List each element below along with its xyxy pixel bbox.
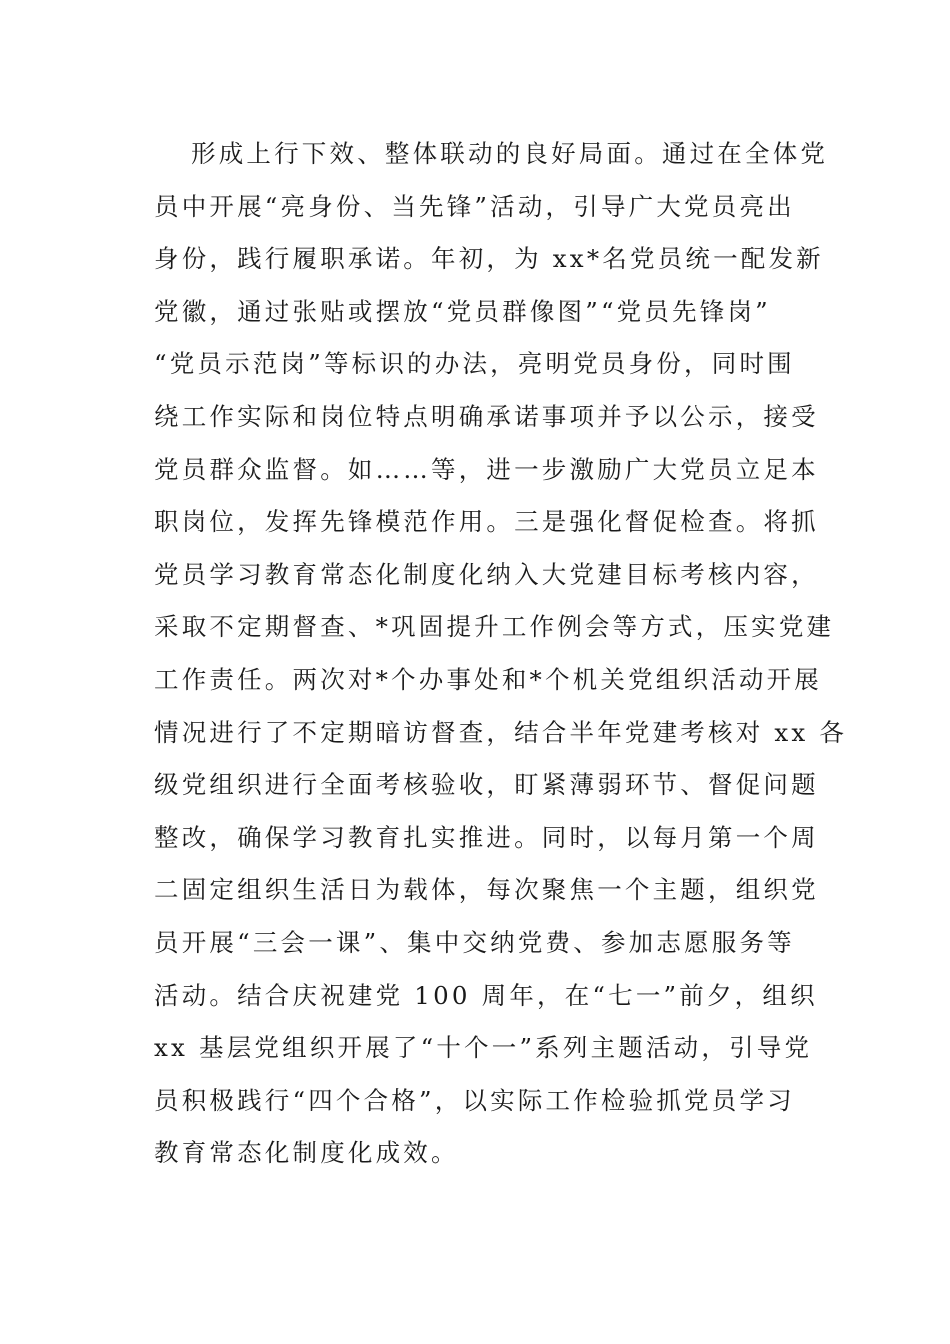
text-line: 教育常态化制度化成效。 [154,1138,459,1168]
text-line: 活动。结合庆祝建党 100 周年，在“七一”前夕，组织 [154,980,818,1010]
text-line: 级党组织进行全面考核验收，盯紧薄弱环节、督促问题 [154,770,819,800]
body-paragraph [154,128,848,1180]
text-line: 党员学习教育常态化制度化纳入大党建目标考核内容， [154,559,819,589]
text-line: 形成上行下效、整体联动的良好局面。通过在全体党 [191,139,829,168]
text-line: 采取不定期督查、*巩固提升工作例会等方式，压实党建 [154,612,835,642]
text-line: 情况进行了不定期暗访督查，结合半年党建考核对 xx 各 [154,717,848,747]
text-line: xx 基层党组织开展了“十个一”系列主题活动，引导党 [154,1033,813,1063]
text-line: 整改，确保学习教育扎实推进。同时，以每月第一个周 [154,822,819,852]
text-line: “党员示范岗”等标识的办法，亮明党员身份，同时围 [154,349,795,379]
text-line: 二固定组织生活日为载体，每次聚焦一个主题，组织党 [154,875,819,905]
text-line: 党徽，通过张贴或摆放“党员群像图”“党员先锋岗” [154,296,771,326]
text-line: 员积极践行“四个合格”，以实际工作检验抓党员学习 [154,1085,795,1115]
text-line: 党员群众监督。如……等，进一步激励广大党员立足本 [154,454,819,484]
text-line: 工作责任。两次对*个办事处和*个机关党组织活动开展 [154,664,822,694]
text-line: 绕工作实际和岗位特点明确承诺事项并予以公示，接受 [154,401,819,431]
text-line: 员开展“三会一课”、集中交纳党费、参加志愿服务等 [154,927,795,957]
text-line: 身份，践行履职承诺。年初，为 xx*名党员统一配发新 [154,244,824,274]
text-line: 职岗位，发挥先锋模范作用。三是强化督促检查。将抓 [154,507,819,537]
text-line: 员中开展“亮身份、当先锋”活动，引导广大党员亮出 [154,191,795,221]
